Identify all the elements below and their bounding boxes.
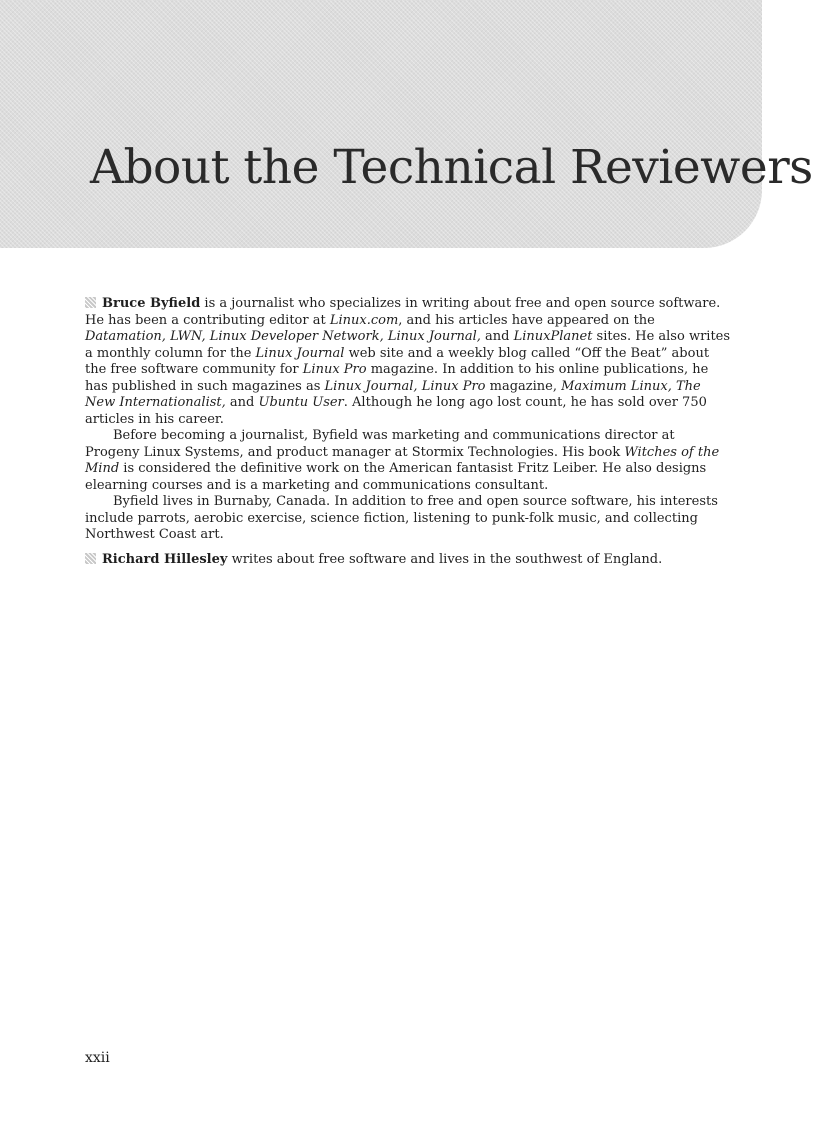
bio-paragraph [85,494,733,544]
bio-segment-italic: LinuxPlanet [513,329,593,344]
bio-paragraph [85,552,733,569]
bio-segment: and [225,395,259,410]
bio-segment: magazine, [485,378,562,394]
bio-segment: Before becoming a journalist, Byfield was marketing and communications director at Progeny Linux Systems, and product manager at Stormix Technologies. His book [85,428,675,460]
bio-segment: and [480,329,514,344]
bio-segment-italic: Linux Journal, Linux Pro [324,378,486,394]
chapter-header-band [0,0,762,248]
bio-segment-italic: Maximum Linux, The New Internationalist, [85,378,701,410]
reviewer-name: Richard Hillesley [102,551,228,567]
page-number: xxii [85,1050,110,1066]
bio-segment: writes about free software and lives in the southwest of England. [227,551,663,567]
reviewers-list [85,296,733,576]
bio-segment: web site and a weekly blog called “Off the Beat” about the free software community for [85,345,710,377]
bio-segment-italic: Linux.com [329,312,399,328]
reviewer-bio [85,552,733,569]
bio-segment: , and his articles have appeared on the [398,312,655,328]
bio-paragraph [85,296,733,428]
bio-paragraph [85,428,733,494]
bio-segment: magazine. In addition to his online publications, he has published in such magazines as [85,362,709,394]
square-bullet-icon [85,553,96,564]
bio-segment: . Although he long ago lost count, he has sold over 750 articles in his career. [85,395,707,427]
bio-segment: is considered the definitive work on the American fantasist Fritz Leiber. He also designs elearning courses and is a marketing and communications consultant. [85,461,707,493]
bio-segment: Byfield lives in Burnaby, Canada. In addition to free and open source software, his interests include parrots, aerobic exercise, science fiction, listening to punk-folk music, and collecting Northwest Coast art. [85,494,718,542]
bio-segment-italic: Linux Journal [255,345,345,361]
bio-segment: sites. He also writes a monthly column for the [85,329,731,361]
reviewer-name: Bruce Byfield [102,296,201,311]
bio-segment-italic: Linux Pro [302,362,367,377]
bio-segment: is a journalist who specializes in writing about free and open source software. He has been a contributing editor at [85,296,721,328]
bio-segment-italic: Ubuntu User [258,395,344,410]
reviewer-bio [85,296,733,544]
bio-segment-italic: Witches of the Mind [85,444,720,476]
square-bullet-icon [85,297,96,308]
bio-segment-italic: Datamation, LWN, Linux Developer Network, Linux Journal, [85,329,481,344]
chapter-title: About the Technical Reviewers [90,140,813,195]
